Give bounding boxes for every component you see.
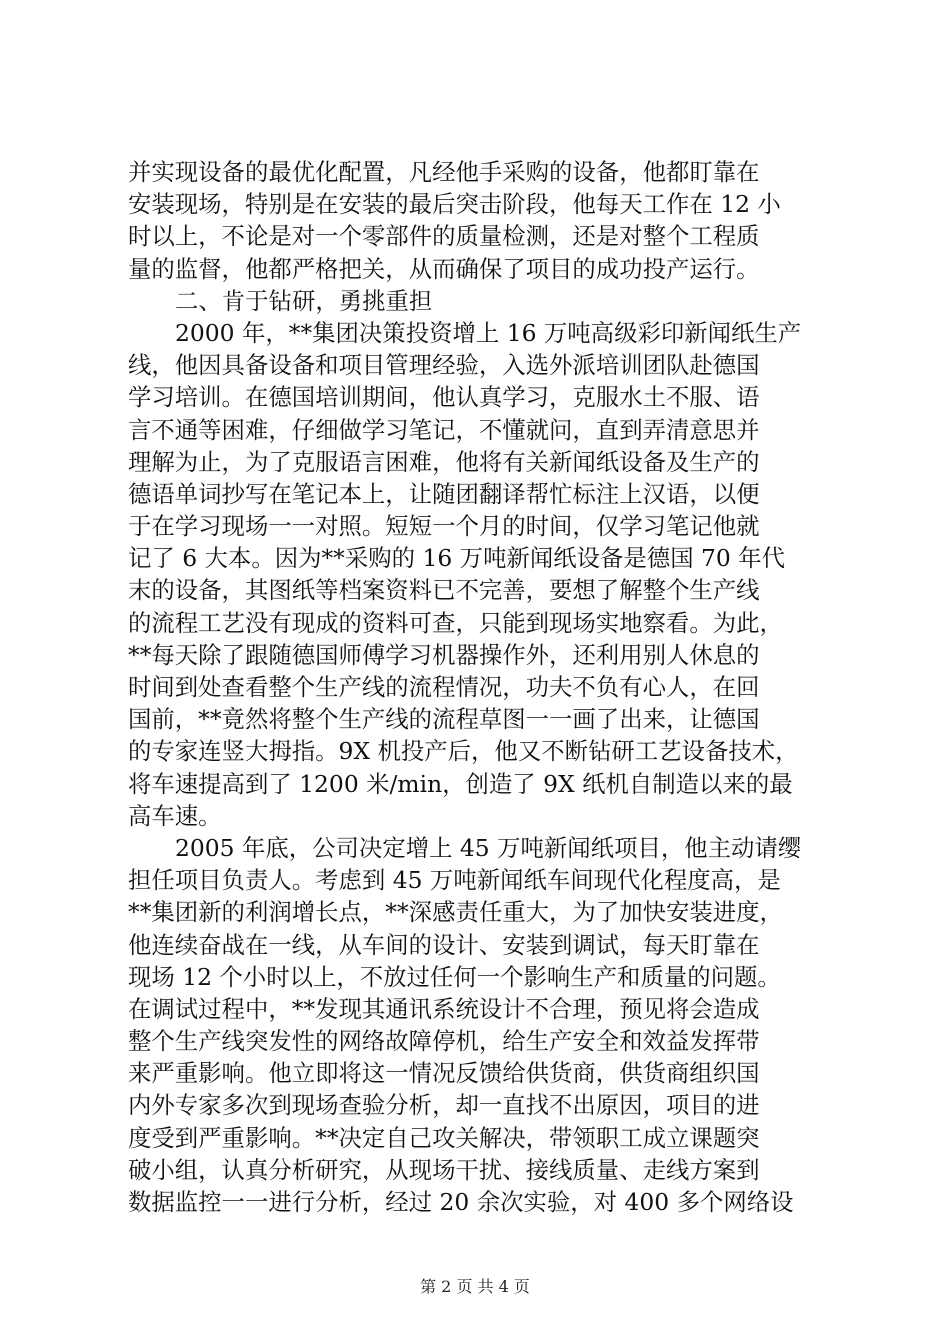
text-line: 的专家连竖大拇指。9X 机投产后，他又不断钻研工艺设备技术， — [128, 737, 799, 766]
text-line: 度受到严重影响。**决定自己攻关解决，带领职工成立课题突 — [128, 1123, 760, 1152]
text-line: 德语单词抄写在笔记本上，让随团翻译帮忙标注上汉语，以便 — [128, 479, 760, 508]
text-line: 二、肯于钻研，勇挑重担 — [175, 286, 433, 315]
text-line: 担任项目负责人。考虑到 45 万吨新闻纸车间现代化程度高，是 — [128, 866, 781, 895]
text-line: 现场 12 个小时以上，不放过任何一个影响生产和质量的问题。 — [128, 962, 781, 991]
text-line: 内外专家多次到现场查验分析，却一直找不出原因，项目的进 — [128, 1091, 760, 1120]
text-line: **每天除了跟随德国师傅学习机器操作外，还利用别人休息的 — [128, 640, 760, 669]
text-line: 量的监督，他都严格把关，从而确保了项目的成功投产运行。 — [128, 254, 760, 283]
text-line: 言不通等困难，仔细做学习笔记，不懂就问，直到弄清意思并 — [128, 415, 760, 444]
text-line: 记了 6 大本。因为**采购的 16 万吨新闻纸设备是德国 70 年代 — [128, 544, 786, 573]
text-line: 来严重影响。他立即将这一情况反馈给供货商，供货商组织国 — [128, 1059, 760, 1088]
text-line: 2005 年底，公司决定增上 45 万吨新闻纸项目，他主动请缨 — [175, 833, 802, 862]
text-line: 时间到处查看整个生产线的流程情况，功夫不负有心人，在回 — [128, 673, 760, 701]
text-line: 整个生产线突发性的网络故障停机，给生产安全和效益发挥带 — [128, 1027, 760, 1056]
text-line: 时以上，不论是对一个零部件的质量检测，还是对整个工程质 — [128, 222, 760, 251]
text-line: 的流程工艺没有现成的资料可查，只能到现场实地察看。为此， — [128, 608, 783, 637]
text-line: 高车速。 — [128, 801, 222, 830]
text-line: 末的设备，其图纸等档案资料已不完善，要想了解整个生产线 — [128, 576, 760, 605]
text-line: 数据监控一一进行分析，经过 20 余次实验，对 400 多个网络设 — [128, 1188, 794, 1216]
text-line: 在调试过程中，**发现其通讯系统设计不合理，预见将会造成 — [128, 994, 760, 1023]
text-line: 于在学习现场一一对照。短短一个月的时间，仅学习笔记他就 — [128, 512, 760, 541]
text-line: 将车速提高到了 1200 米/min，创造了 9X 纸机自制造以来的最 — [128, 769, 793, 798]
document-body — [128, 156, 834, 1218]
text-line: 并实现设备的最优化配置，凡经他手采购的设备，他都盯靠在 — [128, 158, 760, 186]
text-line: 他连续奋战在一线，从车间的设计、安装到调试，每天盯靠在 — [128, 930, 760, 959]
text-line: 安装现场，特别是在安装的最后突击阶段，他每天工作在 12 小 — [128, 190, 781, 219]
text-line: 理解为止，为了克服语言困难，他将有关新闻纸设备及生产的 — [128, 447, 760, 476]
page-footer: 第 2 页 共 4 页 — [420, 1277, 530, 1296]
text-line: 国前，**竟然将整个生产线的流程草图一一画了出来，让德国 — [128, 705, 760, 734]
text-line: **集团新的利润增长点，**深感责任重大，为了加快安装进度， — [128, 898, 783, 927]
text-line: 线，他因具备设备和项目管理经验，入选外派培训团队赴德国 — [128, 351, 760, 380]
text-line: 2000 年，**集团决策投资增上 16 万吨高级彩印新闻纸生产 — [175, 318, 802, 347]
text-line: 破小组，认真分析研究，从现场干扰、接线质量、走线方案到 — [128, 1155, 760, 1184]
text-line: 学习培训。在德国培训期间，他认真学习，克服水土不服、语 — [128, 383, 760, 412]
